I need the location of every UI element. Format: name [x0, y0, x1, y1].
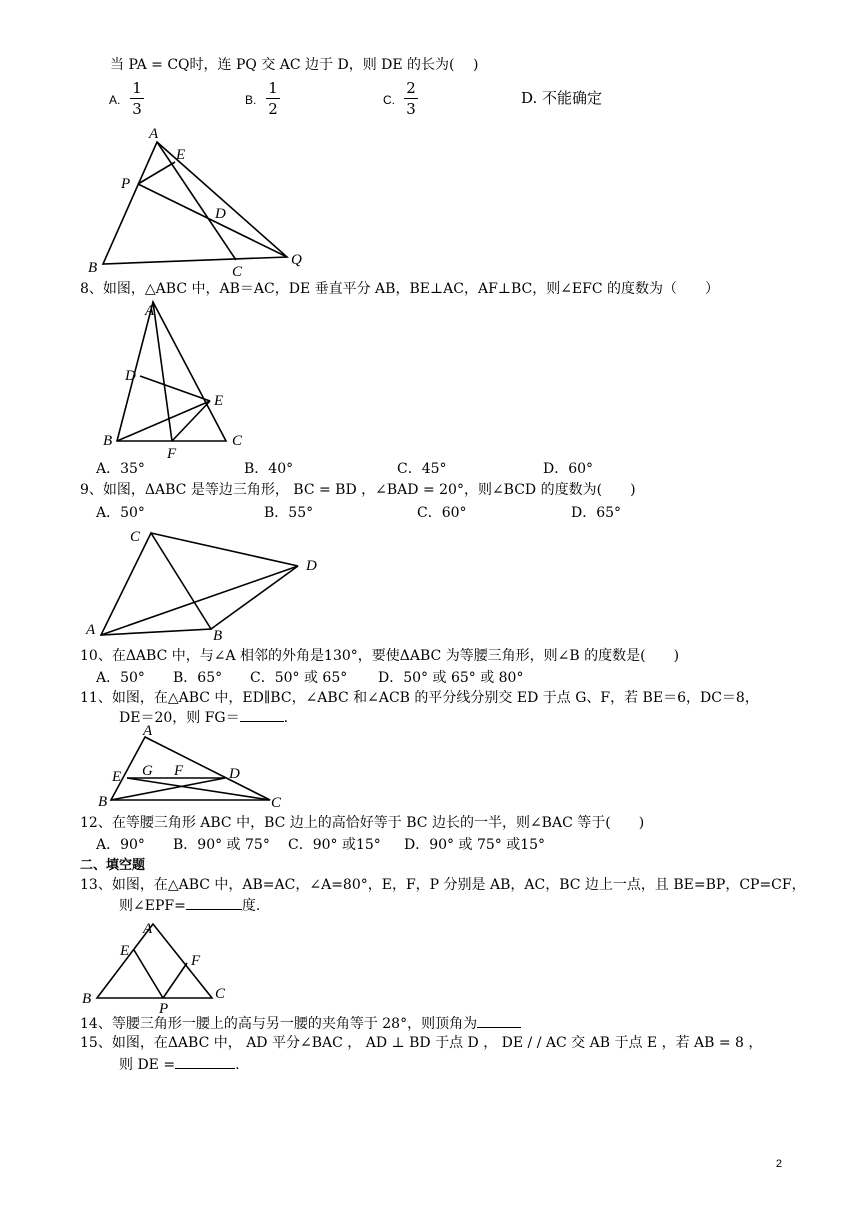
- q13-label-e: E: [120, 943, 130, 959]
- q13-line2-text: 则∠EPF=: [119, 898, 186, 914]
- q15-line2-text: 则 DE =: [119, 1057, 176, 1073]
- q7-label-e: E: [176, 147, 186, 163]
- q7-label-c: C: [232, 264, 243, 280]
- q7-option-c-den: 3: [406, 100, 416, 118]
- q7-option-b-den: 2: [268, 100, 278, 118]
- q13-line1: 13、如图，在△ABC 中，AB=AC，∠A=80°，E，F，P 分别是 AB，AC，BC 边上一点，且 BE=BP，CP=CF，: [80, 877, 806, 893]
- q11-label-d: D: [229, 766, 240, 782]
- q8-option-a: A．35°: [96, 461, 145, 477]
- q10-option-c: C．50° 或 65°: [250, 670, 348, 686]
- page-number: 2: [775, 1158, 782, 1170]
- q7-label-d: D: [215, 206, 226, 222]
- q12-option-c: C．90° 或15°: [288, 837, 381, 853]
- q7-option-a-den: 3: [132, 100, 142, 118]
- q8-label-b: B: [103, 433, 113, 449]
- q10-stem: 10、在ΔABC 中，与∠A 相邻的外角是130°，要使ΔABC 为等腰三角形，则∠B 的度数是( ): [80, 648, 680, 664]
- q9-option-b: B．55°: [264, 505, 314, 521]
- q7-label-p: P: [121, 176, 131, 192]
- q10-option-a: A．50°: [96, 670, 145, 686]
- q13-label-p: P: [159, 1001, 169, 1017]
- q11-label-e: E: [112, 769, 122, 785]
- q12-option-b: B．90° 或 75°: [173, 837, 270, 853]
- q8-stem: 8、如图，△ABC 中，AB＝AC，DE 垂直平分 AB，BE⊥AC，AF⊥BC，则∠EFC 的度数为（ ）: [80, 281, 720, 297]
- q7-option-d-letter: D.: [521, 89, 538, 107]
- q14-stem: 14、等腰三角形一腰上的高与另一腰的夹角等于 28°，则顶角为: [80, 1016, 478, 1032]
- q7-option-c-num: 2: [406, 79, 416, 97]
- q15-line2: [119, 1056, 240, 1074]
- q15-line2-end: .: [235, 1057, 240, 1073]
- q7-option-d-text: 不能确定: [542, 89, 603, 107]
- q7-stem: 当 PA = CQ时，连 PQ 交 AC 边于 D，则 DE 的长为( ): [110, 57, 479, 73]
- q15-line1: 15、如图，在ΔABC 中， AD 平分∠BAC ， AD ⊥ BD 于点 D ， DE / / AC 交 AB 于点 E ，若 AB = 8 ，: [80, 1035, 763, 1051]
- q11-label-c: C: [271, 795, 282, 811]
- q9-option-c: C．60°: [417, 505, 467, 521]
- q7-option-a-num: 1: [132, 79, 142, 97]
- q11-label-g: G: [142, 763, 153, 779]
- q9-label-c: C: [130, 529, 141, 545]
- q7-label-a: A: [149, 126, 159, 142]
- q9-stem: 9、如图，ΔABC 是等边三角形， BC = BD ，∠BAD = 20°，则∠BCD 的度数为( ): [80, 482, 636, 498]
- q15-answer-blank[interactable]: [175, 1056, 235, 1069]
- q7-option-a-letter: A.: [109, 93, 121, 107]
- q12-option-d: D．90° 或 75° 或15°: [404, 837, 546, 853]
- q7-label-b: B: [88, 260, 98, 276]
- q8-option-b: B．40°: [244, 461, 294, 477]
- q8-label-d: D: [125, 368, 136, 384]
- q11-label-b: B: [98, 794, 108, 810]
- q8-label-f: F: [167, 446, 177, 462]
- q13-label-a: A: [143, 921, 153, 937]
- q9-option-a: A．50°: [96, 505, 145, 521]
- q8-option-c: C．45°: [397, 461, 447, 477]
- q9-label-a: A: [86, 622, 96, 638]
- q13-segment-pf: [163, 963, 187, 998]
- q7-option-b-letter: B.: [245, 93, 257, 107]
- q13-label-b: B: [82, 991, 92, 1007]
- q10-option-d: D．50° 或 65° 或 80°: [378, 670, 524, 686]
- q7-option-b-num: 1: [268, 79, 278, 97]
- q11-label-a: A: [143, 723, 153, 739]
- q11-line1: 11、如图，在△ABC 中，ED∥BC，∠ABC 和∠ACB 的平分线分别交 ED 于点 G、F，若 BE＝6，DC＝8，: [80, 690, 759, 706]
- q11-line2-text: DE＝20，则 FG＝: [119, 710, 240, 726]
- q13-segment-ep: [134, 950, 163, 998]
- q8-label-e: E: [214, 393, 224, 409]
- q14-answer-blank[interactable]: [477, 1015, 521, 1028]
- q9-label-d: D: [306, 558, 317, 574]
- q11-line2-end: .: [283, 710, 289, 726]
- q8-label-c: C: [232, 433, 243, 449]
- q11-label-f: F: [174, 763, 184, 779]
- q7-label-q: Q: [291, 252, 302, 268]
- q8-label-a: A: [145, 303, 155, 319]
- q13-line2-end: 度.: [241, 898, 261, 914]
- q12-stem: 12、在等腰三角形 ABC 中，BC 边上的高恰好等于 BC 边长的一半，则∠BAC 等于( ): [80, 815, 645, 831]
- q14-line: [80, 1015, 521, 1033]
- q8-option-d: D．60°: [543, 461, 594, 477]
- q13-label-c: C: [215, 986, 226, 1002]
- section-fill-in-heading: 二、填空题: [80, 857, 146, 872]
- q12-option-a: A．90°: [96, 837, 145, 853]
- q9-option-d: D．65°: [571, 505, 622, 521]
- q9-label-b: B: [213, 628, 223, 644]
- q13-label-f: F: [191, 953, 201, 969]
- q10-option-b: B．65°: [173, 670, 223, 686]
- q7-option-c-letter: C.: [383, 93, 395, 107]
